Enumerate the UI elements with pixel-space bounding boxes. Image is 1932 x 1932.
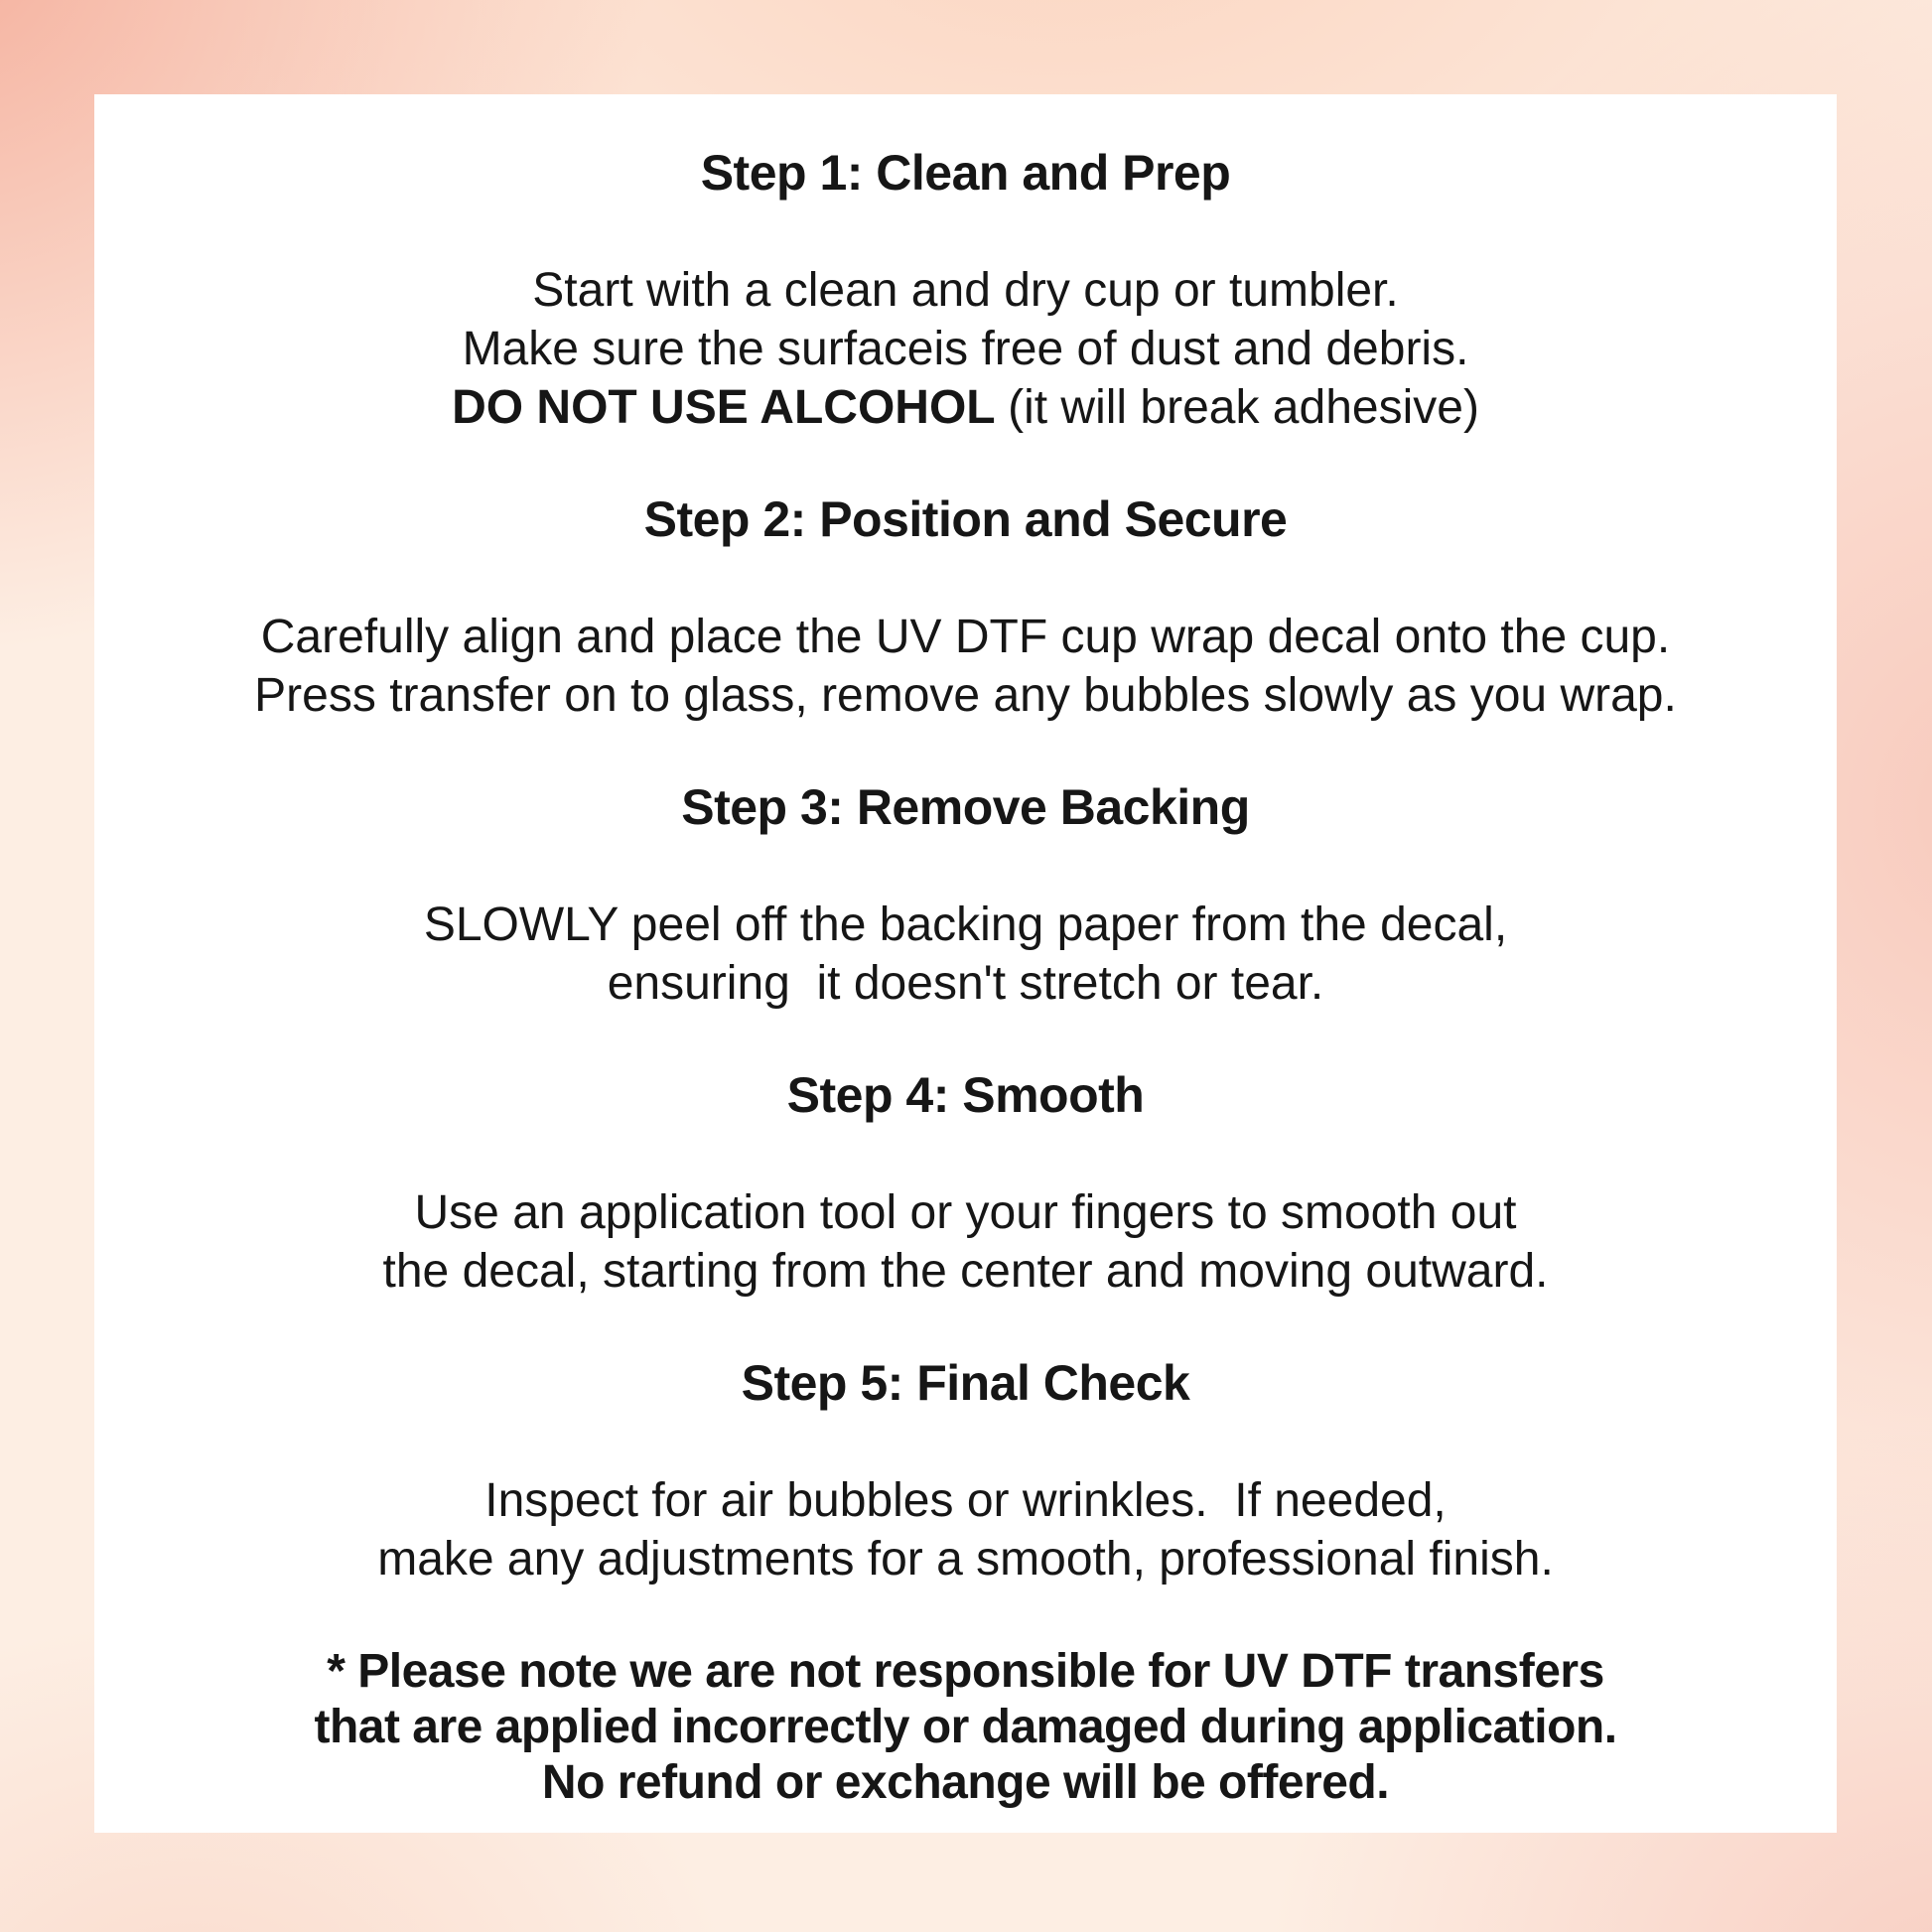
text-segment: SLOWLY peel off the backing paper from the decal, bbox=[423, 898, 1508, 951]
step-body-3 bbox=[94, 896, 1837, 1013]
step-heading-4: Step 4: Smooth bbox=[786, 1067, 1145, 1123]
text-segment: make any adjustments for a smooth, professional finish. bbox=[377, 1533, 1554, 1586]
step-body-line bbox=[94, 378, 1837, 437]
steps-list bbox=[94, 146, 1837, 1588]
step-body-1 bbox=[94, 261, 1837, 437]
step-heading-2: Step 2: Position and Secure bbox=[643, 491, 1288, 547]
disclaimer bbox=[94, 1644, 1837, 1811]
text-segment: Inspect for air bubbles or wrinkles. If needed, bbox=[484, 1474, 1447, 1527]
step-heading-1: Step 1: Clean and Prep bbox=[700, 145, 1231, 201]
text-segment: Press transfer on to glass, remove any bubbles slowly as you wrap. bbox=[254, 669, 1677, 722]
step-body-line bbox=[94, 1183, 1837, 1242]
step-heading-3: Step 3: Remove Backing bbox=[681, 779, 1250, 835]
text-segment: ensuring it doesn't stretch or tear. bbox=[607, 957, 1324, 1010]
disclaimer-line: that are applied incorrectly or damaged during application. bbox=[314, 1701, 1617, 1753]
step-body-5 bbox=[94, 1471, 1837, 1588]
step-body-line bbox=[94, 608, 1837, 666]
text-segment: Start with a clean and dry cup or tumbler. bbox=[532, 264, 1399, 317]
instruction-card bbox=[94, 94, 1837, 1833]
bold-text-segment: DO NOT USE ALCOHOL bbox=[452, 381, 1009, 434]
text-segment: Carefully align and place the UV DTF cup wrap decal onto the cup. bbox=[260, 611, 1671, 663]
step-body-line bbox=[94, 954, 1837, 1013]
step-heading-5: Step 5: Final Check bbox=[741, 1355, 1190, 1411]
step-body-4 bbox=[94, 1183, 1837, 1301]
step-body-line bbox=[94, 896, 1837, 954]
text-segment: the decal, starting from the center and moving outward. bbox=[382, 1245, 1549, 1298]
step-body-line bbox=[94, 261, 1837, 320]
step-body-line bbox=[94, 1242, 1837, 1301]
disclaimer-line: * Please note we are not responsible for UV DTF transfers bbox=[327, 1645, 1604, 1698]
text-segment: Use an application tool or your fingers to smooth out bbox=[414, 1186, 1517, 1239]
text-segment: Make sure the surfaceis free of dust and debris. bbox=[462, 323, 1469, 375]
text-segment: (it will break adhesive) bbox=[1008, 381, 1479, 434]
step-body-line bbox=[94, 666, 1837, 725]
disclaimer-line: No refund or exchange will be offered. bbox=[541, 1756, 1390, 1809]
step-body-2 bbox=[94, 608, 1837, 725]
step-body-line bbox=[94, 320, 1837, 378]
step-body-line bbox=[94, 1530, 1837, 1588]
step-body-line bbox=[94, 1471, 1837, 1530]
